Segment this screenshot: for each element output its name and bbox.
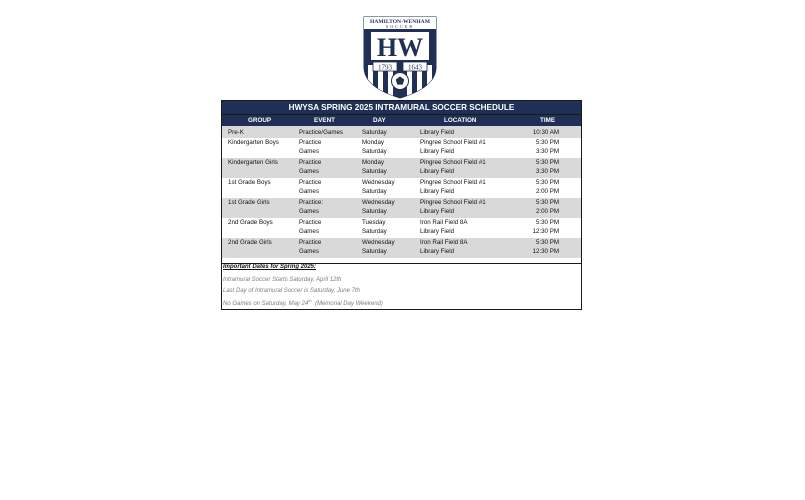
hamilton-wenham-soccer-crest	[362, 15, 438, 99]
note-no-games-text: No Games on Saturday, May 24	[223, 301, 309, 307]
time-cell: 12:30 PM	[532, 248, 559, 255]
day-cell: Monday	[362, 159, 385, 166]
crest-year-right: 1643	[408, 63, 422, 72]
day-cell: Saturday	[362, 228, 387, 235]
time-cell: 10:30 AM	[532, 129, 559, 136]
important-dates-heading: Important Dates for Spring 2025:	[223, 264, 317, 270]
schedule-title: HWYSA SPRING 2025 INTRAMURAL SOCCER SCHEDULE	[222, 101, 581, 115]
day-cell: Wednesday	[362, 179, 395, 186]
crest-monogram: HW	[376, 33, 424, 62]
group-cell: 1st Grade Girls	[228, 199, 270, 206]
location-cell: Library Field	[420, 248, 455, 255]
table-row	[222, 238, 581, 258]
note-no-games-suffix: th	[308, 298, 312, 303]
table-row	[222, 178, 581, 198]
event-cell: Practice	[299, 219, 322, 226]
event-cell: Games	[299, 188, 319, 195]
location-cell: Pingree School Field #1	[420, 159, 486, 166]
time-cell: 5:30 PM	[535, 239, 559, 246]
soccer-ball-icon	[392, 73, 409, 90]
intramural-schedule-table	[221, 100, 582, 310]
event-cell: Games	[299, 148, 319, 155]
note-last-day: Last Day of Intramural Soccer is Saturday, June 7th	[223, 288, 360, 294]
event-cell: Practice	[299, 239, 322, 246]
table-row	[222, 158, 581, 178]
day-cell: Saturday	[362, 129, 387, 136]
important-dates-section	[222, 263, 581, 309]
column-header-group: GROUP	[248, 117, 272, 124]
time-cell: 5:30 PM	[535, 139, 559, 146]
time-cell: 12:30 PM	[532, 228, 559, 235]
schedule-rows	[222, 126, 581, 258]
event-cell: Games	[299, 228, 319, 235]
location-cell: Library Field	[420, 188, 455, 195]
time-cell: 2:00 PM	[535, 208, 559, 215]
note-no-games	[223, 298, 383, 307]
column-header-event: EVENT	[314, 117, 335, 124]
location-cell: Library Field	[420, 168, 455, 175]
table-row	[222, 198, 581, 218]
column-header-day: DAY	[373, 117, 386, 124]
day-cell: Saturday	[362, 248, 387, 255]
location-cell: Iron Rail Field 8A	[420, 219, 468, 226]
event-cell: Games	[299, 208, 319, 215]
note-no-games-reason: (Memorial Day Weekend)	[314, 301, 383, 307]
day-cell: Wednesday	[362, 199, 395, 206]
note-start-date: Intramural Soccer Starts Saturday, April 12th	[223, 277, 342, 283]
column-header-row	[222, 115, 581, 126]
event-cell: Practice	[299, 179, 322, 186]
table-row	[222, 126, 581, 138]
event-cell: Practice:	[299, 199, 324, 206]
time-cell: 3:30 PM	[535, 148, 559, 155]
crest-sub-text: SOCCER	[385, 24, 415, 29]
group-cell: 1st Grade Boys	[228, 179, 271, 186]
location-cell: Pingree School Field #1	[420, 179, 486, 186]
time-cell: 2:00 PM	[535, 188, 559, 195]
event-cell: Practice/Games	[299, 129, 344, 136]
location-cell: Library Field	[420, 148, 455, 155]
table-row	[222, 138, 581, 158]
location-cell: Pingree School Field #1	[420, 139, 486, 146]
table-row	[222, 218, 581, 238]
time-cell: 5:30 PM	[535, 179, 559, 186]
location-cell: Library Field	[420, 208, 455, 215]
group-cell: Kindergarten Girls	[228, 159, 278, 166]
crest-arc-text: HAMILTON-WENHAM	[370, 19, 430, 25]
day-cell: Tuesday	[362, 219, 386, 226]
time-cell: 5:30 PM	[535, 199, 559, 206]
day-cell: Wednesday	[362, 239, 395, 246]
event-cell: Practice	[299, 159, 322, 166]
location-cell: Pingree School Field #1	[420, 199, 486, 206]
event-cell: Practice	[299, 139, 322, 146]
group-cell: Pre-K	[228, 129, 244, 136]
day-cell: Saturday	[362, 148, 387, 155]
column-header-time: TIME	[540, 117, 556, 124]
location-cell: Library Field	[420, 129, 455, 136]
day-cell: Saturday	[362, 208, 387, 215]
day-cell: Monday	[362, 139, 385, 146]
event-cell: Games	[299, 248, 319, 255]
group-cell: Kindergarten Boys	[228, 139, 279, 146]
location-cell: Iron Rail Field 8A	[420, 239, 468, 246]
day-cell: Saturday	[362, 188, 387, 195]
day-cell: Saturday	[362, 168, 387, 175]
time-cell: 5:30 PM	[535, 159, 559, 166]
time-cell: 5:30 PM	[535, 219, 559, 226]
event-cell: Games	[299, 168, 319, 175]
crest-year-left: 1793	[378, 63, 392, 72]
column-header-location: LOCATION	[444, 117, 477, 124]
time-cell: 3:30 PM	[535, 168, 559, 175]
group-cell: 2nd Grade Boys	[228, 219, 273, 226]
group-cell: 2nd Grade Girls	[228, 239, 272, 246]
location-cell: Library Field	[420, 228, 455, 235]
